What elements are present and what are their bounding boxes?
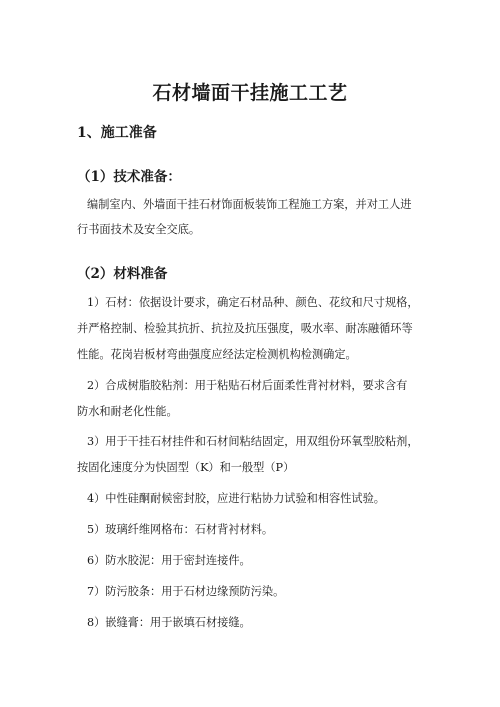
list-item-line: 6）防水胶泥：用于密封连接件。 bbox=[87, 554, 251, 567]
list-item-line: 7）防污胶条：用于石材边缘预防污染。 bbox=[87, 585, 285, 598]
list-item-line: 性能。花岗岩板材弯曲强度应经法定检测机构检测确定。 bbox=[77, 348, 357, 361]
list-item-line: 2）合成树脂胶粘剂：用于粘贴石材后面柔性背衬材料，要求含有 bbox=[87, 379, 408, 392]
paragraph-line: 行书面技术及安全交底。 bbox=[77, 223, 201, 236]
list-item-line: 3）用于干挂石材挂件和石材间粘结固定，用双组份环氧型胶粘剂， bbox=[87, 435, 419, 448]
list-item-line: 5）玻璃纤维网格布：石材背衬材料。 bbox=[87, 523, 274, 536]
list-item-line: 1）石材：依据设计要求，确定石材品种、颜色、花纹和尺寸规格， bbox=[87, 296, 419, 309]
paragraph-line: 编制室内、外墙面干挂石材饰面板装饰工程施工方案，并对工人进 bbox=[87, 198, 412, 211]
section-heading-preparation: 1、施工准备 bbox=[77, 125, 157, 141]
document-title: 石材墙面干挂施工工艺 bbox=[152, 82, 348, 104]
list-item-line: 防水和耐老化性能。 bbox=[77, 405, 178, 418]
subheading-material-preparation: （2）材料准备 bbox=[77, 266, 168, 282]
list-item-line: 8）嵌缝膏：用于嵌填石材接缝。 bbox=[87, 616, 251, 629]
subheading-technical-preparation: （1）技术准备： bbox=[77, 169, 181, 185]
list-item-line: 4）中性硅酮耐候密封胶，应进行粘协力试验和相容性试验。 bbox=[87, 492, 385, 505]
list-item-line: 并严格控制、检验其抗折、抗拉及抗压强度，吸水率、耐冻融循环等 bbox=[77, 322, 413, 335]
list-item-line: 按固化速度分为快固型（K）和一般型（P） bbox=[77, 461, 295, 474]
